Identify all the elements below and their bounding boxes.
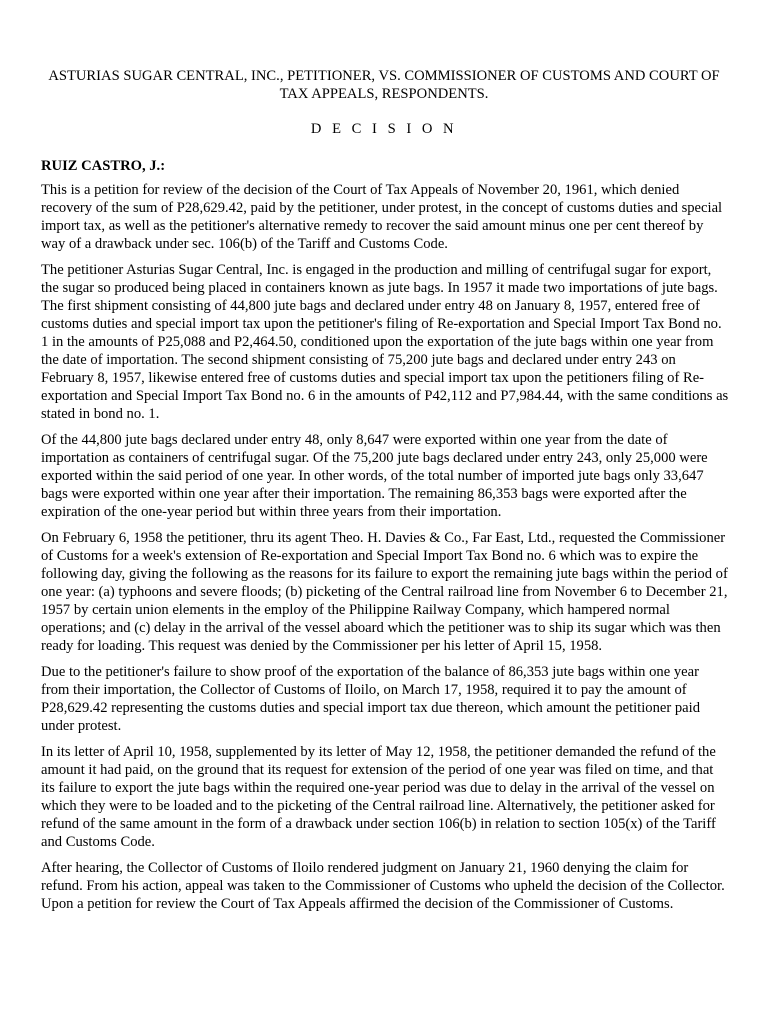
case-caption: ASTURIAS SUGAR CENTRAL, INC., PETITIONER, VS. COMMISSIONER OF CUSTOMS AND COURT OF TAX APPEALS, RESPONDENTS. xyxy=(48,68,720,102)
paragraph: In its letter of April 10, 1958, supplemented by its letter of May 12, 1958, the petitioner demanded the refund of the amount it had paid, on the ground that its request for extension of the period of one year was filed on time, and that its failure to export the jute bags within the required one-year period was due to delay in the arrival of the vessel on which they were to be loaded and to the picketing of the Central railroad line. Alternatively, the petitioner asked for refund of the same amount in the form of a drawback under section 106(b) in relation to section 105(x) of the Tariff and Customs Code. xyxy=(41,744,716,850)
ponente: RUIZ CASTRO, J.: xyxy=(41,158,166,174)
decision-heading: D E C I S I O N xyxy=(310,121,458,137)
decision-body xyxy=(41,181,729,921)
paragraph: Due to the petitioner's failure to show proof of the exportation of the balance of 86,353 jute bags within one year from their importation, the Collector of Customs of Iloilo, on March 17, 1958, required it to pay the amount of P28,629.42 representing the customs duties and special import tax due thereon, which amount the petitioner paid under protest. xyxy=(41,664,700,734)
paragraph: After hearing, the Collector of Customs of Iloilo rendered judgment on January 21, 1960 denying the claim for refund. From his action, appeal was taken to the Commissioner of Customs who upheld the decision of the Collector. Upon a petition for review the Court of Tax Appeals affirmed the decision of the Commissioner of Customs. xyxy=(41,860,725,912)
paragraph: This is a petition for review of the decision of the Court of Tax Appeals of November 20, 1961, which denied recovery of the sum of P28,629.42, paid by the petitioner, under protest, in the concept of customs duties and special import tax, as well as the petitioner's alternative remedy to recover the said amount minus one per cent thereof by way of a drawback under sec. 106(b) of the Tariff and Customs Code. xyxy=(41,182,723,252)
paragraph: The petitioner Asturias Sugar Central, Inc. is engaged in the production and milling of centrifugal sugar for export, the sugar so produced being placed in containers known as jute bags. In 1957 it made two importations of jute bags. The first shipment consisting of 44,800 jute bags and declared under entry 48 on January 8, 1957, entered free of customs duties and special import tax upon the petitioner's filing of Re-exportation and Special Import Tax Bond no. 1 in the amounts of P25,088 and P2,464.50, conditioned upon the exportation of the jute bags within one year from the date of importation. The second shipment consisting of 75,200 jute bags and declared under entry 243 on February 8, 1957, likewise entered free of customs duties and special import tax upon the petitioners filing of Re-exportation and Special Import Tax Bond no. 6 in the amounts of P42,112 and P7,984.44, with the same conditions as stated in bond no. 1. xyxy=(41,262,729,422)
paragraph: On February 6, 1958 the petitioner, thru its agent Theo. H. Davies & Co., Far East, Ltd., requested the Commissioner of Customs for a week's extension of Re-exportation and Special Import Tax Bond no. 6 which was to expire the following day, giving the following as the reasons for its failure to export the remaining jute bags within the period of one year: (a) typhoons and severe floods; (b) picketing of the Central railroad line from November 6 to December 21, 1957 by certain union elements in the employ of the Philippine Railway Company, which hampered normal operations; and (c) delay in the arrival of the vessel aboard which the petitioner was to ship its sugar which was then ready for loading. This request was denied by the Commissioner per his letter of April 15, 1958. xyxy=(41,530,728,654)
paragraph: Of the 44,800 jute bags declared under entry 48, only 8,647 were exported within one year from the date of importation as containers of centrifugal sugar. Of the 75,200 jute bags declared under entry 243, only 25,000 were exported within the said period of one year. In other words, of the total number of imported jute bags only 33,647 bags were exported within one year after their importation. The remaining 86,353 bags were exported after the expiration of the one-year period but within three years from their importation. xyxy=(41,432,708,520)
